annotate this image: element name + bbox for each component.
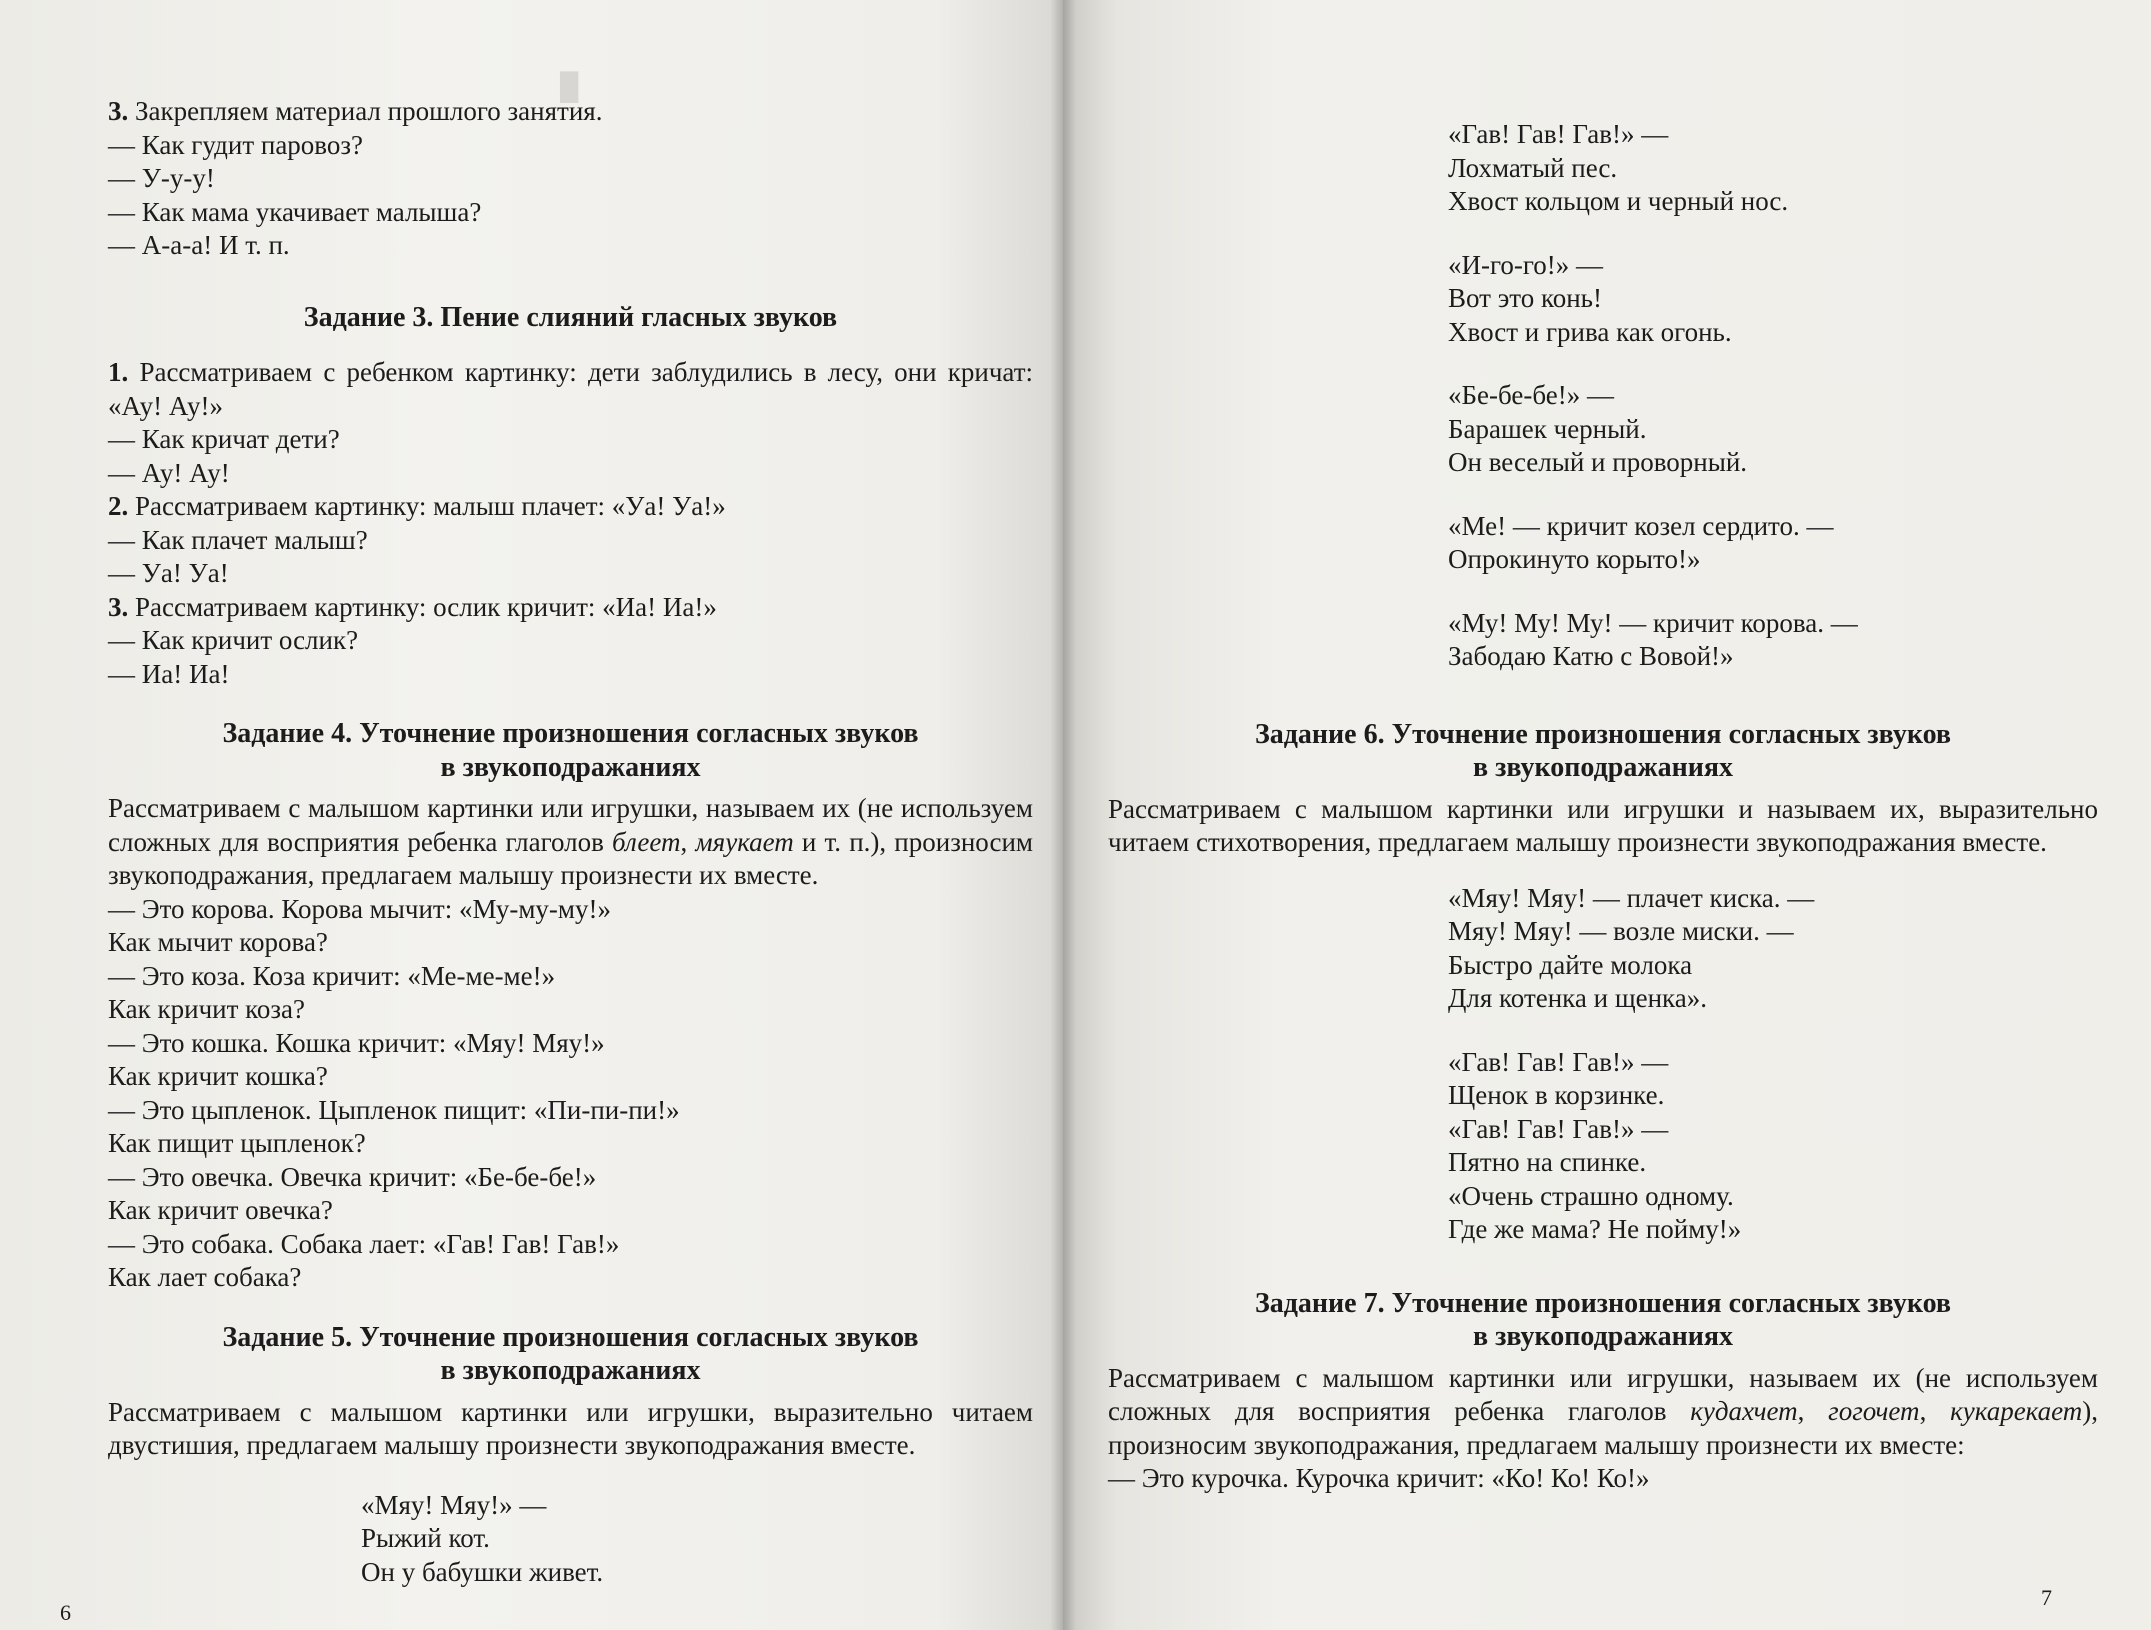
- task-7-intro: Рассматриваем с малышом картинки или игрушки, называем их (не используем сложных для восприятия ребенка глаголов кудахчет, гогочет, кукарекает), произносим звукоподражания, предлагаем малышу произнести их вместе:: [1108, 1362, 2099, 1460]
- dialog-line: — Это коза. Коза кричит: «Ме-ме-ме!»: [108, 960, 556, 991]
- dialog-line: — Иа! Иа!: [108, 658, 230, 689]
- poem-line: Он веселый и проворный.: [1448, 447, 1748, 477]
- dialog-line: Как мычит корова?: [108, 927, 328, 957]
- poem-line: «Мяу! Мяу!» —: [361, 1489, 547, 1520]
- task-4-intro: Рассматриваем с малышом картинки или игрушки, называем их (не используем сложных для восприятия ребенка глаголов блеет, мяукает и т. п.), произносим звукоподражания, предлагаем малышу произнести их вместе.: [108, 793, 1033, 890]
- poem-lamb: [1108, 379, 2098, 480]
- dialog-line: — Как кричат дети?: [108, 424, 340, 454]
- poem-line: Лохматый пес.: [1448, 152, 1618, 183]
- poem-line: Для котенка и щенка».: [1448, 983, 1707, 1013]
- show-through-left: █: [560, 72, 579, 101]
- poem-shaggy-dog: [1108, 118, 2098, 219]
- dialog-line: — Это корова. Корова мычит: «Му-му-му!»: [108, 893, 611, 924]
- dialog-line: Как лает собака?: [108, 1262, 302, 1292]
- poem-line: «Ме! — кричит козел сердито. —: [1448, 510, 1834, 541]
- task-7-heading-line-1: Задание 7. Уточнение произношения согласных звуков: [1254, 1287, 1952, 1319]
- task-4-heading-line-2: в звукоподражаниях: [440, 751, 701, 783]
- poem-ginger-cat: [108, 1489, 1033, 1590]
- dialog-line: Как кричит коза?: [108, 994, 306, 1024]
- task-3-heading: Задание 3. Пение слияний гласных звуков: [303, 301, 838, 333]
- task-4-heading-line-1: Задание 4. Уточнение произношения согласных звуков: [222, 718, 919, 749]
- task-6-intro: Рассматриваем с малышом картинки или игрушки и называем их, выразительно читаем стихотворения, предлагаем малышу произнести звукоподражания вместе.: [1108, 793, 2098, 857]
- dialog-line: Как пищит цыпленок?: [108, 1128, 366, 1158]
- poem-line: «Му! Му! Му! — кричит корова. —: [1448, 607, 1858, 638]
- poem-horse: [1108, 249, 2098, 350]
- poem-line: Хвост кольцом и черный нос.: [1448, 186, 1789, 216]
- dialog-line: — Как плачет малыш?: [108, 524, 368, 555]
- poem-line: «Очень страшно одному.: [1448, 1180, 1734, 1211]
- poem-line: Где же мама? Не пойму!»: [1448, 1214, 1742, 1244]
- dialog-line: — Ау! Ау!: [108, 457, 230, 488]
- dialog-line: — Это цыпленок. Цыпленок пищит: «Пи-пи-пи!»: [108, 1094, 680, 1125]
- dialog-line: Как кричит кошка?: [108, 1061, 328, 1091]
- right-page-content: [1108, 118, 2098, 1496]
- poem-line: Щенок в корзинке.: [1448, 1080, 1665, 1110]
- right-page: [1063, 0, 2151, 1630]
- poem-line: «Мяу! Мяу! — плачет киска. —: [1448, 882, 1815, 913]
- task-6-heading-line-1: Задание 6. Уточнение произношения согласных звуков: [1254, 718, 1952, 750]
- poem-line: Мяу! Мяу! — возле миски. —: [1448, 916, 1794, 946]
- dialog-line: — Уа! Уа!: [108, 558, 229, 588]
- poem-line: Он у бабушки живет.: [361, 1556, 604, 1587]
- left-page: [0, 0, 1063, 1630]
- page-number-left: 6: [60, 1600, 71, 1625]
- poem-line: «Гав! Гав! Гав!» —: [1448, 1046, 1669, 1077]
- task-3-item-2: 2. Рассматриваем картинку: малыш плачет: «Уа! Уа!»: [108, 491, 726, 521]
- poem-line: Опрокинуто корыто!»: [1448, 544, 1701, 574]
- dialog-line: — Это кошка. Кошка кричит: «Мяу! Мяу!»: [108, 1027, 605, 1058]
- book-gutter-shadow: [1050, 0, 1076, 1630]
- dialog-line: — Как гудит паровоз?: [108, 129, 364, 160]
- poem-goat: [1108, 510, 2098, 577]
- task-3-item-3: 3. Рассматриваем картинку: ослик кричит: «Иа! Иа!»: [108, 591, 717, 622]
- poem-line: «Гав! Гав! Гав!» —: [1448, 119, 1669, 149]
- dialog-line: Как кричит овечка?: [108, 1195, 333, 1225]
- poem-line: «Бе-бе-бе!» —: [1448, 380, 1614, 410]
- poem-line: Забодаю Катю с Вовой!»: [1448, 641, 1734, 671]
- poem-line: Пятно на спинке.: [1448, 1147, 1647, 1177]
- poem-line: «И-го-го!» —: [1448, 249, 1604, 280]
- poem-line: Быстро дайте молока: [1448, 949, 1693, 980]
- dialog-line: — Как кричит ослик?: [108, 625, 359, 655]
- poem-line: Вот это конь!: [1448, 283, 1602, 313]
- task-6-heading-line-2: в звукоподражаниях: [1472, 752, 1734, 783]
- left-page-content: [108, 95, 1033, 1589]
- task-3-item-1: 1. Рассматриваем с ребенком картинку: дети заблудились в лесу, они кричат: «Ау! Ау!»: [108, 357, 1033, 421]
- dialog-line: — Это курочка. Курочка кричит: «Ко! Ко! Ко!»: [1108, 1463, 1650, 1493]
- poem-line: «Гав! Гав! Гав!» —: [1448, 1113, 1669, 1144]
- poem-cow: [1108, 607, 2098, 674]
- poem-kitty: [1108, 882, 2098, 1016]
- task-5-heading-line-2: в звукоподражаниях: [440, 1355, 701, 1386]
- page-number-right: 7: [2041, 1585, 2052, 1610]
- poem-line: Рыжий кот.: [361, 1523, 490, 1553]
- task-5-heading-line-1: Задание 5. Уточнение произношения согласных звуков: [222, 1321, 919, 1353]
- dialog-line: — А-а-а! И т. п.: [108, 230, 290, 260]
- item-3: 3. Закрепляем материал прошлого занятия.: [108, 96, 603, 126]
- dialog-line: — Как мама укачивает малыша?: [108, 196, 482, 227]
- poem-line: Хвост и грива как огонь.: [1448, 316, 1732, 347]
- dialog-line: — Это собака. Собака лает: «Гав! Гав! Гав!»: [108, 1228, 620, 1259]
- task-7-heading-line-2: в звукоподражаниях: [1472, 1321, 1734, 1352]
- dialog-line: — Это овечка. Овечка кричит: «Бе-бе-бе!»: [108, 1161, 597, 1192]
- dialog-line: — У-у-у!: [108, 163, 215, 193]
- poem-line: Барашек черный.: [1448, 413, 1647, 444]
- task-5-intro: Рассматриваем с малышом картинки или игрушки, выразительно читаем двустишия, предлагаем малышу произнести звукоподражания вместе.: [108, 1396, 1033, 1460]
- poem-puppy: [1108, 1046, 2098, 1247]
